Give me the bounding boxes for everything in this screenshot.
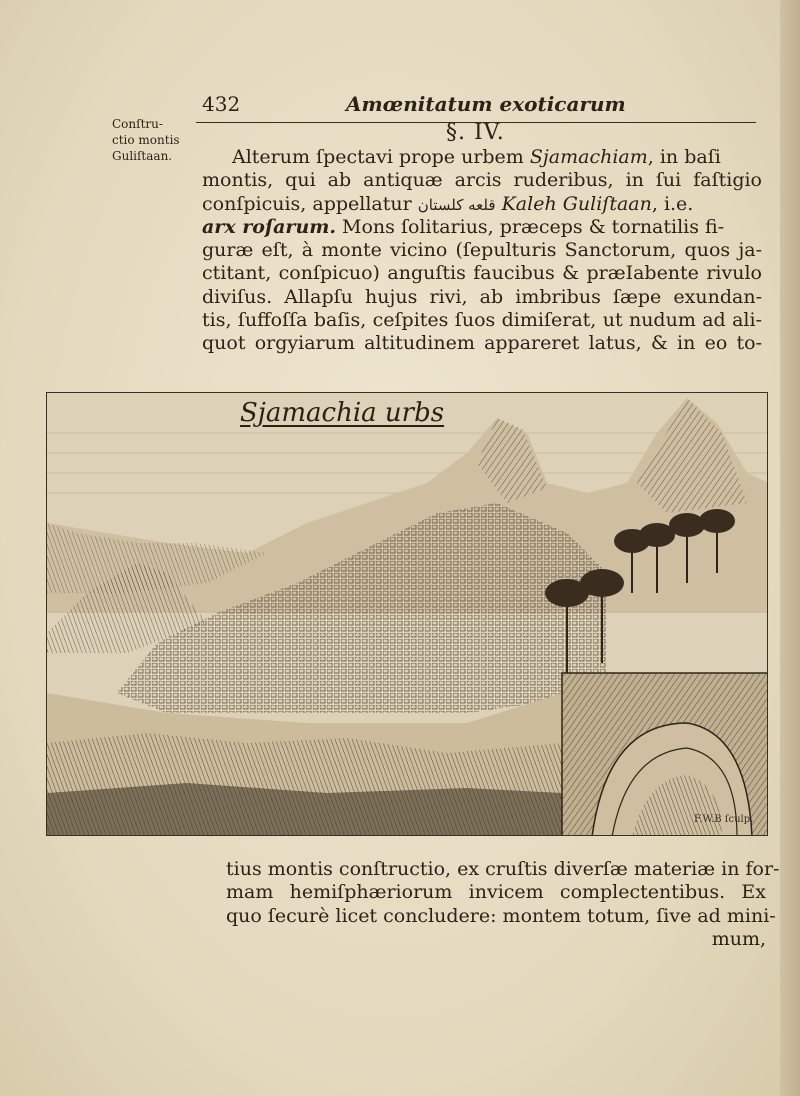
running-title: Amœnitatum exoticarum <box>346 92 626 116</box>
paragraph-line: Alterum ſpectavi prope urbem Sjamachiam, in baſi <box>232 146 721 168</box>
margin-note <box>112 116 202 164</box>
margin-note-line: Conſtru- <box>112 117 163 131</box>
paragraph-line: tis, ſuffoſſa baſis, ceſpites ſuos dimiſerat, ut nudum ad ali- <box>202 309 762 332</box>
paragraph-line: conſpicuis, appellatur قلعه كلستان Kaleh Guliſtaan, i.e. <box>202 192 694 215</box>
page-header <box>196 92 756 123</box>
paragraph-line: arx roſarum. Mons ſolitarius, præceps & tornatilis fi- <box>202 215 725 238</box>
page-number: 432 <box>202 92 241 116</box>
engraving-landscape <box>47 393 768 836</box>
section-heading: §. IV. <box>446 120 505 145</box>
paragraph-line: mum, <box>711 927 766 950</box>
paragraph-line: mam hemiſphæriorum invicem complectentibus. Ex <box>226 881 766 904</box>
continuation-text <box>226 858 780 951</box>
engraver-signature: F.W.B ſculp. <box>694 814 754 825</box>
paragraph-line: montis, qui ab antiquæ arcis ruderibus, in ſui faſtigio <box>202 169 762 192</box>
paragraph-line: quo ſecurè licet concludere: montem totum, ſive ad mini- <box>226 904 776 927</box>
arabic-script: قلعه كلستان <box>417 195 496 214</box>
paragraph <box>202 146 762 356</box>
margin-note-line: ctio montis <box>112 133 180 147</box>
paragraph-line: quot orgyiarum altitudinem appareret latus, & in eo to- <box>202 332 762 355</box>
margin-note-line: Guliſtaan. <box>112 149 173 163</box>
paragraph-line: tius montis conſtructio, ex cruſtis diverſæ materiæ in for- <box>226 858 780 880</box>
page-edge <box>780 0 800 1096</box>
paragraph-line: guræ eſt, à monte vicino (ſepulturis Sanctorum, quos ja- <box>202 239 762 262</box>
engraving-plate <box>46 392 768 836</box>
paragraph-line: diviſus. Allapſu hujus rivi, ab imbribus ſæpe exundan- <box>202 285 762 308</box>
paragraph-line: ctitant, conſpicuo) anguſtis faucibus & præIabente rivulo <box>202 262 762 285</box>
plate-caption: Sjamachia urbs <box>240 398 445 428</box>
